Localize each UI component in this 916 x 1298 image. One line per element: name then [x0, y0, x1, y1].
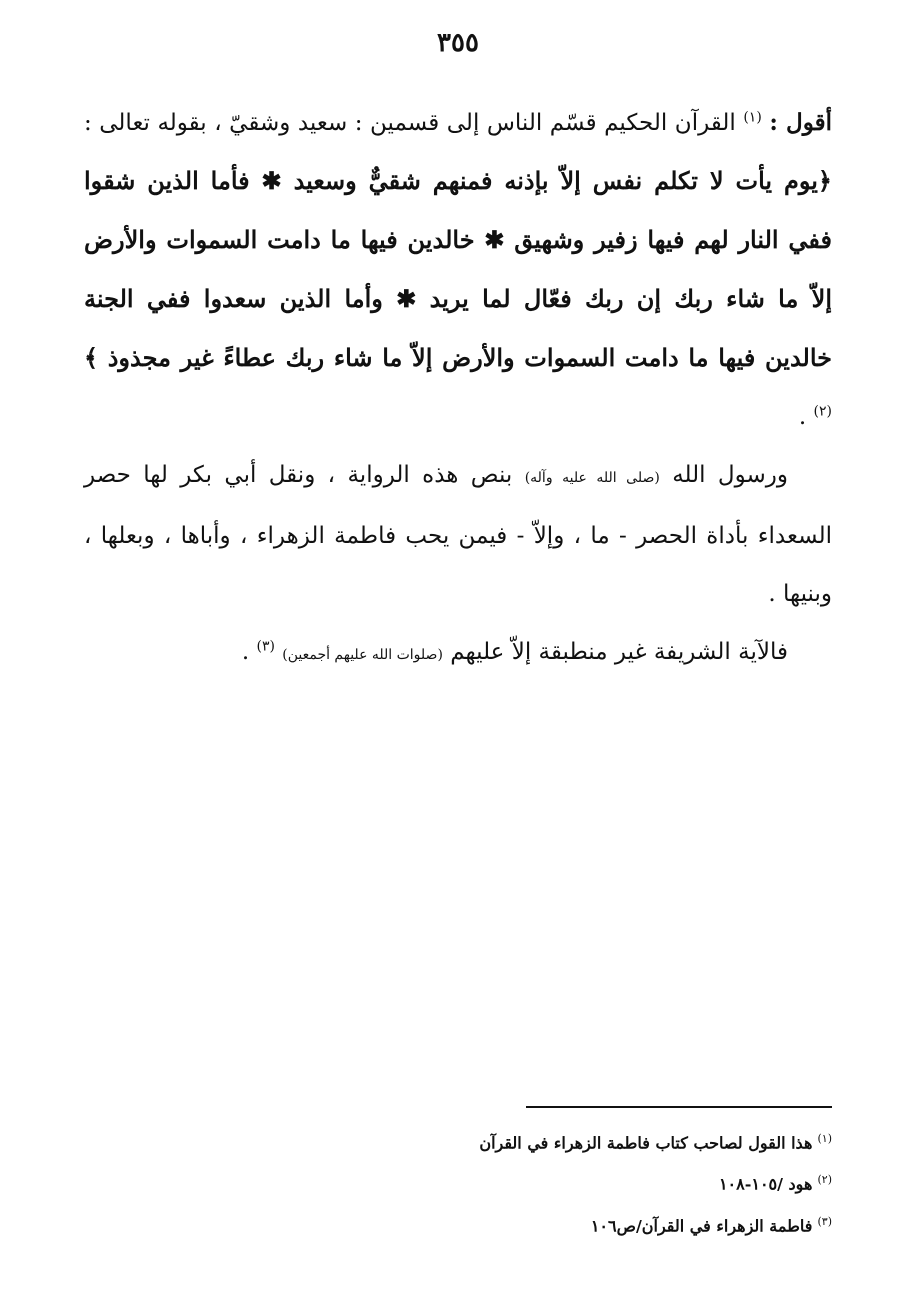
footnote-divider	[526, 1106, 832, 1108]
paragraph-3	[84, 623, 832, 684]
footnote-text: هود /١٠٥-١٠٨	[718, 1174, 813, 1194]
footnote-text: هذا القول لصاحب كتاب فاطمة الزهراء في القرآن	[479, 1133, 813, 1153]
paragraph-end: .	[798, 404, 814, 430]
paragraph-text-continued: بنص هذه الرواية ، ونقل أبي بكر لها حصر السعداء بأداة الحصر - ما ، وإلاّ - فيمن يحب فاطمة الزهراء ، وأباها ، وبعلها ، وبنيها .	[84, 462, 832, 607]
footnote-text: فاطمة الزهراء في القرآن/ص١٠٦	[590, 1215, 813, 1235]
footnote-1	[380, 1120, 832, 1161]
main-text	[84, 94, 832, 684]
quran-verse: ﴿يوم يأت لا تكلم نفس إلاّ بإذنه فمنهم شقيٌّ وسعيد ✱ فأما الذين شقوا ففي النار لهم فيها زفير وشهيق ✱ خالدين فيها ما دامت السموات والأرض إلاّ ما شاء ربك إن ربك فعّال لما يريد ✱ وأما الذين سعدوا ففي الجنة خالدين فيها ما دامت السموات والأرض إلاّ ما شاء ربك عطاءً غير مجذوذ ﴾	[84, 166, 832, 372]
footnote-ref-2: (٢)	[813, 403, 832, 420]
footnote-2	[380, 1161, 832, 1202]
paragraph-1	[84, 94, 832, 446]
paragraph-2	[84, 446, 832, 623]
page-number: ٣٥٥	[437, 28, 479, 58]
paragraph-text: ورسول الله	[659, 462, 788, 488]
footnote-mark: (١)	[817, 1132, 832, 1145]
paragraph-lead: أقول :	[769, 109, 832, 136]
paragraph-end: .	[241, 639, 257, 665]
footnote-3	[380, 1203, 832, 1244]
salutation: (صلوات الله عليهم أجمعين)	[282, 647, 443, 663]
paragraph-text: فالآية الشريفة غير منطبقة إلاّ عليهم	[442, 639, 788, 665]
footnote-ref-3: (٣)	[256, 638, 275, 655]
footnotes	[380, 1120, 832, 1244]
footnote-mark: (٣)	[817, 1214, 832, 1228]
footnote-mark: (٢)	[817, 1173, 832, 1187]
paragraph-text: القرآن الحكيم قسّم الناس إلى قسمين : سعيد وشقيّ ، بقوله تعالى :	[84, 110, 744, 136]
footnote-ref-1: (١)	[743, 109, 762, 126]
salutation: (صلى الله عليه وآله)	[524, 470, 660, 486]
